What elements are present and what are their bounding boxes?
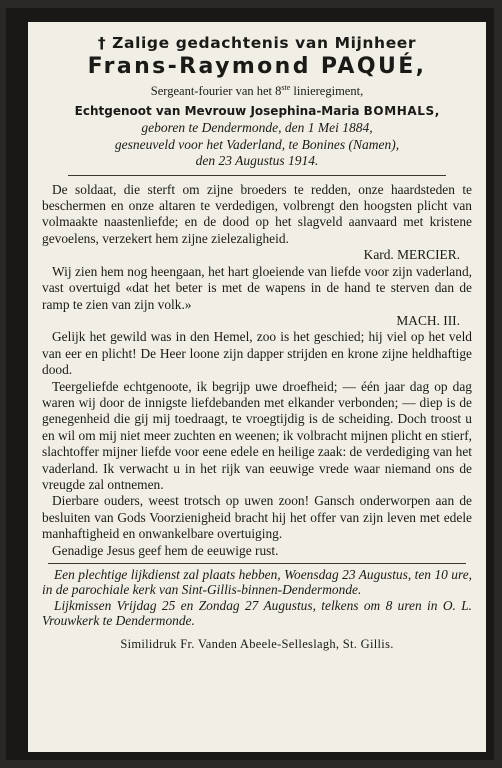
prayer-line: Genadige Jesus geef hem de eeuwige rust. (52, 542, 279, 558)
memorial-text (42, 182, 472, 559)
military-rank (42, 80, 472, 99)
spouse-prefix: Echtgenoot van Mevrouw Josephina-Maria (74, 104, 364, 119)
printer-imprint: Similidruk Fr. Vanden Abeele-Selleslagh, St. Gillis. (120, 636, 394, 651)
card-paper (28, 22, 486, 752)
paragraph-parents: Dierbare ouders, weest trotsch op uwen zoon! Gansch onderworpen aan de besluiten van Gods Voorzienigheid bracht hij het offer van zijn leven met edele manhaftigheid en onwankelbare overtuiging. (42, 493, 472, 542)
divider-bottom (48, 563, 466, 564)
paragraph-wife: Teergeliefde echtgenoote, ik begrijp uwe droefheid; — één jaar dag op dag waren wij door de innigste liefdebanden met elkander verbonden; — diep is de genegenheid die gij mij toedraagt, te vroegtijdig is de scheiding. Doch troost u en wil om mij niet meer zuchten en weenen; ik volbracht mijnen plicht en stierf, slachtoffer mijner liefde voor eene edele en heilige zaak: de verdediging van het vaderland. Ik verwacht u in het rijk van eeuwige vrede waar niemand ons de vreugde zal ontnemen. (42, 378, 472, 492)
memorial-card (6, 8, 494, 760)
rank-regiment: linieregiment, (290, 84, 364, 99)
card-title: † Zalige gedachtenis van Mijnheer (97, 34, 417, 52)
death-place-line: gesneuveld voor het Vaderland, te Bonines (Namen), (114, 136, 400, 152)
birth-death-details (42, 120, 472, 170)
funeral-service-paragraph: Een plechtige lijkdienst zal plaats hebben, Woensdag 23 Augustus, ten 10 ure, in de parochiale kerk van Sint-Gillis-binnen-Dendermonde. (42, 567, 472, 598)
spouse-suffix: , (434, 104, 440, 119)
masses-paragraph: Lijkmissen Vrijdag 25 en Zondag 27 Augustus, telkens om 8 uren in O. L. Vrouwkerk te Dendermonde. (42, 597, 472, 629)
scripture-reference: MACH. III. (396, 312, 460, 328)
quote-paragraph: De soldaat, die sterft om zijne broeders te redden, onze haardsteden te beschermen en onze altaren te verdedigen, volbrengt den hoogsten plicht van volmaakte naastenliefde; en de dood op het slagveld aanvaard met kristene gevoelens, verzekert hem zijne zielezaligheid. (42, 181, 472, 246)
divider-top (68, 175, 446, 176)
deceased-name: Frans-Raymond PAQUÉ, (87, 54, 427, 79)
service-notice (42, 567, 472, 629)
spouse-surname: BOMHALS (363, 104, 435, 119)
rank-superscript: ste (281, 83, 291, 92)
paragraph-heaven: Gelijk het gewild was in den Hemel, zoo is het geschied; hij viel op het veld van eer en plicht! De Heer loone zijn dapper strijden en krone zijne heldhaftige dood. (42, 329, 472, 378)
death-date-line: den 23 Augustus 1914. (195, 153, 319, 169)
quote-signature: Kard. MERCIER. (363, 247, 460, 263)
spouse-line (42, 103, 472, 120)
paragraph-farewell: Wij zien hem nog heengaan, het hart gloeiende van liefde voor zijn vaderland, vast overtuigd «dat het beter is met de wapens in de hand te sterven dan de ramp te zien van zijn volk.» (42, 263, 472, 312)
birth-line: geboren te Dendermonde, den 1 Mei 1884, (141, 120, 373, 136)
rank-text: Sergeant-fourier van het 8 (150, 84, 282, 99)
